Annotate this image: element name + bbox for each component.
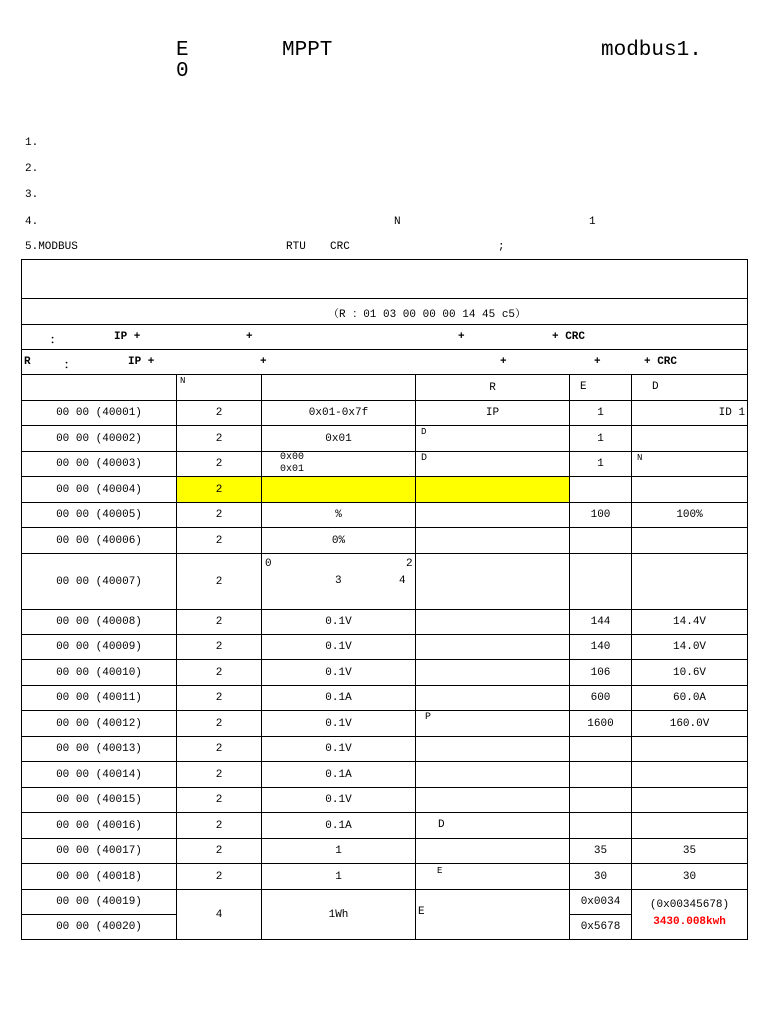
reply-ip: IP + — [128, 356, 155, 368]
cell-desc — [416, 477, 570, 503]
cell-desc — [416, 554, 570, 610]
cell-range: 0.1A — [262, 813, 416, 839]
cell-range: 1 — [262, 839, 416, 864]
reply-frame-row — [22, 350, 748, 375]
cell-e: 1 — [570, 426, 632, 452]
cell-range — [262, 477, 416, 503]
cell-range: 0% — [262, 528, 416, 554]
cell-e: 1600 — [570, 711, 632, 737]
cell-desc — [416, 452, 570, 477]
cell-range: 0.1A — [262, 686, 416, 711]
table-row — [22, 813, 748, 839]
cell-d: ID 1 — [632, 401, 748, 426]
reply-plus-3: + — [594, 356, 601, 368]
cell-e: 35 — [570, 839, 632, 864]
cell-n: 2 — [177, 401, 262, 426]
cell-d: 14.4V — [632, 610, 748, 635]
cell-address: 00 00 (40014) — [22, 762, 177, 788]
cell-d: 30 — [632, 864, 748, 890]
cell-desc — [416, 686, 570, 711]
cell-n: 2 — [177, 660, 262, 686]
note4-n: N — [394, 216, 401, 228]
cell-address: 00 00 (40018) — [22, 864, 177, 890]
cell-d — [632, 452, 748, 477]
request-example-cell — [22, 299, 748, 325]
cell-e — [570, 737, 632, 762]
cell-d: 14.0V — [632, 635, 748, 660]
cell-d — [632, 737, 748, 762]
query-colon: ： — [50, 335, 61, 347]
header-n — [177, 375, 262, 401]
cell-address: 00 00 (40017) — [22, 839, 177, 864]
cell-address: 00 00 (40010) — [22, 660, 177, 686]
cell-address: 00 00 (40016) — [22, 813, 177, 839]
table-row — [22, 554, 748, 610]
column-header-row — [22, 375, 748, 401]
header-r: R — [416, 375, 570, 401]
cell-e — [570, 788, 632, 813]
cell-desc — [416, 660, 570, 686]
cell-e: 144 — [570, 610, 632, 635]
cell-range — [262, 452, 416, 477]
cell-range: 0.1V — [262, 635, 416, 660]
table-row — [22, 839, 748, 864]
register-table — [21, 259, 748, 940]
header-e-text: E — [580, 381, 587, 393]
table-row — [22, 503, 748, 528]
cell-e: 30 — [570, 864, 632, 890]
note-4: 4. — [25, 216, 39, 228]
cell-desc — [416, 635, 570, 660]
cell-desc-merged — [416, 890, 570, 940]
cell-desc — [416, 528, 570, 554]
header-d-text: D — [652, 381, 659, 393]
header-d — [632, 375, 748, 401]
cell-e — [570, 554, 632, 610]
cell-d — [632, 528, 748, 554]
table-row — [22, 762, 748, 788]
cell-range: 0x01-0x7f — [262, 401, 416, 426]
cell-d — [632, 788, 748, 813]
header-e — [570, 375, 632, 401]
cell-range: 1 — [262, 864, 416, 890]
cell-n: 2 — [177, 788, 262, 813]
cell-desc-small: E — [437, 866, 443, 876]
cell-e-high: 0x0034 — [570, 890, 632, 915]
cell-range: 0.1V — [262, 788, 416, 813]
table-row — [22, 452, 748, 477]
cell-address: 00 00 (40011) — [22, 686, 177, 711]
cell-e-low: 0x5678 — [570, 915, 632, 940]
table-row — [22, 686, 748, 711]
cell-range: 0.1A — [262, 762, 416, 788]
title-right: modbus1. — [601, 39, 702, 62]
cell-d: 100% — [632, 503, 748, 528]
reply-colon: ： — [64, 360, 75, 372]
cell-n: 2 — [177, 528, 262, 554]
cell-d: 60.0A — [632, 686, 748, 711]
cell-desc-text: D — [438, 819, 445, 831]
reply-r: R — [24, 356, 31, 368]
table-row — [22, 737, 748, 762]
cell-d — [632, 477, 748, 503]
cell-range-line1: 0x00 — [280, 452, 305, 463]
cell-e: 600 — [570, 686, 632, 711]
note-5: 5.MODBUS — [25, 241, 78, 253]
cell-address: 00 00 (40020) — [22, 915, 177, 940]
cell-desc — [416, 762, 570, 788]
cell-range — [262, 554, 416, 610]
cell-n: 2 — [177, 452, 262, 477]
cell-e: 100 — [570, 503, 632, 528]
cell-n-merged: 4 — [177, 890, 262, 940]
cell-e — [570, 528, 632, 554]
cell-range: 0.1V — [262, 660, 416, 686]
cell-n: 2 — [177, 762, 262, 788]
cell-desc — [416, 864, 570, 890]
cell-desc — [416, 839, 570, 864]
reply-frame-cell — [22, 350, 748, 375]
cell-desc — [416, 426, 570, 452]
cell-n: 2 — [177, 635, 262, 660]
table-row — [22, 711, 748, 737]
cell-d-merged — [632, 890, 748, 940]
table-row — [22, 426, 748, 452]
reply-plus-2: + — [500, 356, 507, 368]
cell-e — [570, 762, 632, 788]
cell-desc — [416, 737, 570, 762]
table-row — [22, 890, 748, 915]
cell-d-merged-value: 3430.008kwh — [653, 916, 726, 928]
cell-d: 35 — [632, 839, 748, 864]
cell-n: 2 — [177, 686, 262, 711]
header-address — [22, 375, 177, 401]
cell-range: 0.1V — [262, 610, 416, 635]
note5-rtu: RTU — [286, 241, 306, 253]
cell-n: 2 — [177, 477, 262, 503]
cell-e: 140 — [570, 635, 632, 660]
cell-e — [570, 813, 632, 839]
cell-range-line2: 0x01 — [280, 464, 305, 475]
note-2: 2. — [25, 163, 39, 175]
request-example-text: （R ：01 03 00 00 00 14 45 c5） — [328, 309, 527, 321]
table-title-row — [22, 260, 748, 299]
table-row — [22, 635, 748, 660]
note5-crc: CRC — [330, 241, 350, 253]
request-example-row — [22, 299, 748, 325]
cell-n: 2 — [177, 711, 262, 737]
cell-desc — [416, 788, 570, 813]
cell-d: 10.6V — [632, 660, 748, 686]
cell-e: 106 — [570, 660, 632, 686]
title-second-line: 0 — [176, 60, 189, 83]
cell-address: 00 00 (40002) — [22, 426, 177, 452]
cell-address: 00 00 (40013) — [22, 737, 177, 762]
cell-range-merged: 1Wh — [262, 890, 416, 940]
cell-d — [632, 813, 748, 839]
cell-n: 2 — [177, 610, 262, 635]
header-n-text: N — [180, 376, 186, 386]
table-row — [22, 401, 748, 426]
note4-one: 1 — [589, 216, 596, 228]
cell-d-merged-hex: (0x00345678) — [649, 899, 730, 911]
table-row — [22, 788, 748, 813]
cell-address: 00 00 (40004) — [22, 477, 177, 503]
cell-address: 00 00 (40012) — [22, 711, 177, 737]
cell-address: 00 00 (40003) — [22, 452, 177, 477]
query-frame-row — [22, 325, 748, 350]
cell-n: 2 — [177, 737, 262, 762]
query-crc: + CRC — [552, 331, 586, 343]
cell-desc — [416, 503, 570, 528]
cell-address: 00 00 (40001) — [22, 401, 177, 426]
title-middle: MPPT — [282, 39, 333, 62]
table-row — [22, 610, 748, 635]
cell-desc — [416, 813, 570, 839]
cell-address: 00 00 (40006) — [22, 528, 177, 554]
cell-desc-merged-text: E — [418, 906, 425, 918]
cell-e: 1 — [570, 401, 632, 426]
cell-n: 2 — [177, 864, 262, 890]
title-left: E — [176, 39, 189, 62]
table-row — [22, 660, 748, 686]
reply-plus-1: + — [260, 356, 267, 368]
table-row — [22, 477, 748, 503]
note-3: 3. — [25, 189, 39, 201]
cell-address: 00 00 (40007) — [22, 554, 177, 610]
cell-e — [570, 477, 632, 503]
query-frame-cell — [22, 325, 748, 350]
cell-range: 0.1V — [262, 711, 416, 737]
table-row — [22, 528, 748, 554]
cell-address: 00 00 (40008) — [22, 610, 177, 635]
cell-desc — [416, 610, 570, 635]
cell-d — [632, 426, 748, 452]
cell-d — [632, 762, 748, 788]
cell-address: 00 00 (40019) — [22, 890, 177, 915]
reply-crc: + CRC — [644, 356, 678, 368]
query-plus-2: + — [458, 331, 465, 343]
cell-range-frag-4: 4 — [399, 575, 406, 587]
cell-n: 2 — [177, 813, 262, 839]
cell-address: 00 00 (40009) — [22, 635, 177, 660]
cell-desc-small: D — [421, 453, 428, 464]
cell-range: 0x01 — [262, 426, 416, 452]
cell-desc-small: P — [425, 712, 432, 723]
cell-range-frag-0: 0 — [265, 558, 272, 570]
cell-desc: IP — [416, 401, 570, 426]
note5-semicolon: ; — [498, 241, 505, 253]
header-range — [262, 375, 416, 401]
cell-n: 2 — [177, 554, 262, 610]
table-row — [22, 864, 748, 890]
cell-address: 00 00 (40005) — [22, 503, 177, 528]
cell-address: 00 00 (40015) — [22, 788, 177, 813]
cell-e: 1 — [570, 452, 632, 477]
query-plus-1: + — [246, 331, 253, 343]
cell-n: 2 — [177, 503, 262, 528]
cell-range: % — [262, 503, 416, 528]
cell-range-frag-3: 3 — [335, 575, 342, 587]
cell-range-frag-2: 2 — [406, 558, 413, 570]
query-ip: IP + — [114, 331, 141, 343]
cell-desc — [416, 711, 570, 737]
cell-n: 2 — [177, 839, 262, 864]
cell-range: 0.1V — [262, 737, 416, 762]
cell-d: 160.0V — [632, 711, 748, 737]
cell-desc-small: D — [421, 427, 427, 437]
cell-d-small: N — [637, 453, 643, 463]
cell-n: 2 — [177, 426, 262, 452]
table-title-cell — [22, 260, 748, 299]
note-1: 1. — [25, 137, 39, 149]
cell-d — [632, 554, 748, 610]
